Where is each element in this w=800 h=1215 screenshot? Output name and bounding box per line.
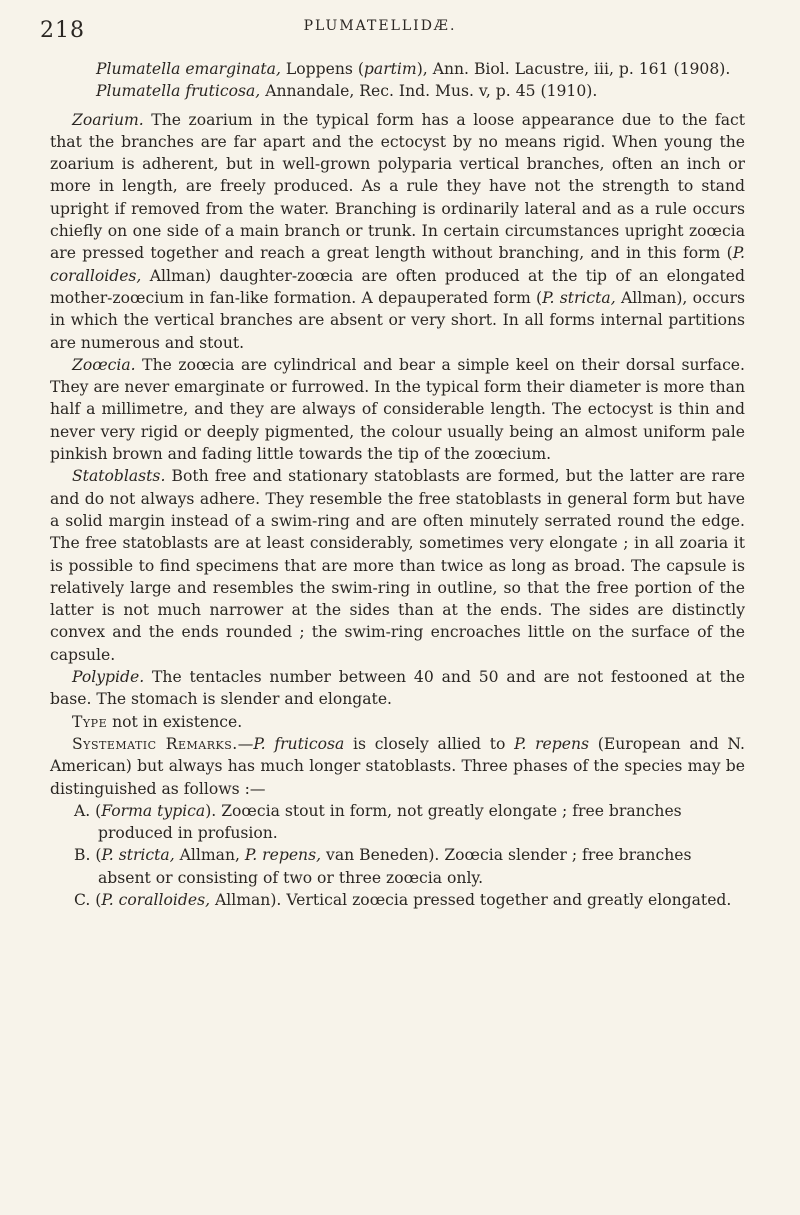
polypide-paragraph: Polypide. The tentacles number between 40 and 50 and are not festooned at the base. The stomach is slender and elongate. bbox=[50, 668, 745, 709]
systematic-remarks-paragraph: Systematic Remarks.—P. fruticosa is closely allied to P. repens (European and N. American) but always has much longer statoblasts. Three phases of the species may be distinguished as follows :— bbox=[50, 734, 745, 798]
page-number: 218 bbox=[40, 18, 85, 43]
running-head: PLUMATELLIDÆ. bbox=[303, 18, 457, 34]
phase-item: A. (Forma typica). Zoœcia stout in form, not greatly elongate ; free branches produced in profusion. bbox=[74, 801, 682, 843]
zooecia-paragraph: Zoœcia. The zoœcia are cylindrical and bear a simple keel on their dorsal surface. They are never emarginate or furrowed. In the typical form their diameter is more than half a millimetre, and they are always of considerable length. The ectocyst is thin and never very rigid or deeply pigmented, the colour usually being an almost uniform pale pinkish brown and fading little towards the tip of the zoœcium. bbox=[50, 355, 745, 464]
page-header bbox=[40, 18, 720, 43]
page-body bbox=[50, 58, 745, 911]
phase-item: C. (P. coralloides, Allman). Vertical zoœcia pressed together and greatly elongated. bbox=[74, 890, 732, 909]
zoarium-paragraph: Zoarium. The zoarium in the typical form has a loose appearance due to the fact that the branches are far apart and the ectocyst by no means rigid. When young the zoarium is adherent, but in well-grown polyparia vertical branches, often an inch or more in length, are freely produced. As a rule they have not the strength to stand upright if removed from the water. Branching is ordinarily lateral and as a rule occurs chiefly on one side of a main branch or trunk. In certain circumstances upright zoœcia are pressed together and reach a great length without branching, and in this form (P. coralloides, Allman) daughter-zoœcia are often produced at the tip of an elongated mother-zoœcium in fan-like formation. A depauperated form (P. stricta, Allman), occurs in which the vertical branches are absent or very short. In all forms internal partitions are numerous and stout. bbox=[50, 110, 745, 352]
synonymy-reference: Plumatella fruticosa, Annandale, Rec. Ind. Mus. v, p. 45 (1910). bbox=[96, 82, 598, 101]
statoblasts-paragraph: Statoblasts. Both free and stationary statoblasts are formed, but the latter are rare and do not always adhere. They resemble the free statoblasts in general form but have a solid margin instead of a swim-ring and are often minutely serrated round the edge. The free statoblasts are at least considerably, sometimes very elongate ; in all zoaria it is possible to find specimens that are more than twice as long as broad. The capsule is relatively large and resembles the swim-ring in outline, so that the free portion of the latter is not much narrower at the sides than at the ends. The sides are distinctly convex and the ends rounded ; the swim-ring encroaches little on the surface of the capsule. bbox=[50, 467, 745, 664]
synonymy-reference: Plumatella emarginata, Loppens (partim), Ann. Biol. Lacustre, iii, p. 161 (1908). bbox=[96, 60, 731, 78]
phase-item: B. (P. stricta, Allman, P. repens, van Beneden). Zoœcia slender ; free branches absent or consisting of two or three zoœcia only. bbox=[74, 846, 692, 887]
type-paragraph: Type not in existence. bbox=[72, 712, 243, 731]
